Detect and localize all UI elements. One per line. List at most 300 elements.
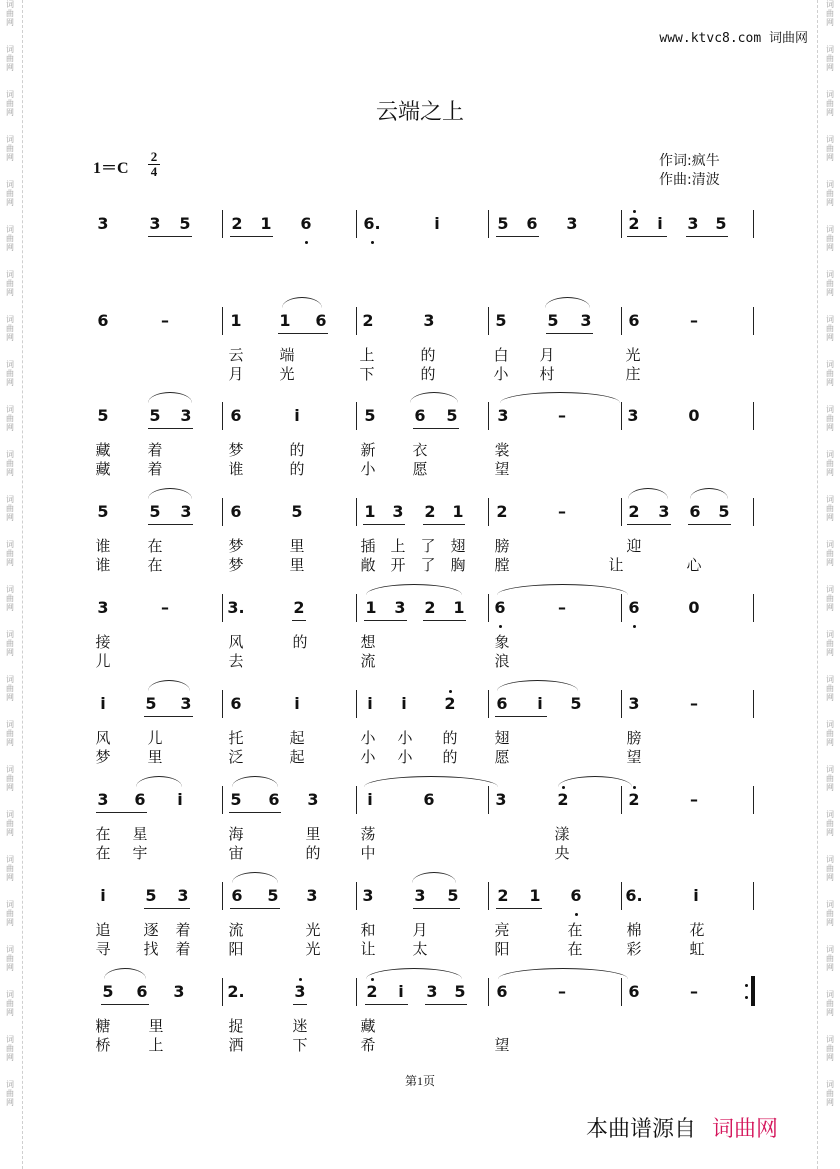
lyric-syllable: 希 <box>360 1036 376 1054</box>
note: i <box>693 886 699 905</box>
lyric-syllable: 洒 <box>228 1036 244 1054</box>
note: 3 <box>392 502 404 521</box>
lyric-syllable: 的 <box>420 346 436 364</box>
lyric-syllable: 星 <box>132 825 148 843</box>
lyric-syllable: 梦 <box>228 556 244 574</box>
rhythm-underline <box>423 620 466 621</box>
lyric-syllable: 的 <box>442 748 458 766</box>
octave-dot-low <box>575 913 578 916</box>
octave-dot-high <box>449 690 452 693</box>
rhythm-underline <box>495 716 547 717</box>
note: 3 <box>362 886 374 905</box>
lyric-syllable: 谁 <box>95 537 111 555</box>
lyric-syllable: 了 <box>420 556 436 574</box>
source-credit <box>586 1112 778 1143</box>
lyric-syllable: 翅 <box>494 729 510 747</box>
note: 1 <box>365 598 377 617</box>
lyric-syllable: 小 <box>360 729 376 747</box>
rhythm-underline <box>230 908 280 909</box>
lyric-syllable: 插 <box>360 537 376 555</box>
lyric-syllable: 托 <box>228 729 244 747</box>
score-system <box>0 879 840 975</box>
bar-line <box>753 307 754 335</box>
bar-line <box>222 978 223 1006</box>
bar-line <box>621 978 622 1006</box>
key-signature: 1＝C <box>93 160 129 177</box>
rhythm-underline <box>496 908 542 909</box>
score-system <box>0 304 840 400</box>
note: 5 <box>291 502 303 521</box>
note: 1 <box>452 502 464 521</box>
octave-dot-high <box>633 786 636 789</box>
bar-line <box>356 498 357 526</box>
lyric-syllable: 光 <box>305 921 321 939</box>
note: – <box>558 502 566 521</box>
lyric-syllable: 翅 <box>450 537 466 555</box>
note: 5 <box>149 502 161 521</box>
note: i <box>294 406 300 425</box>
note: 6 <box>230 694 242 713</box>
right-watermark-strip: 词 曲 网 词 曲 网 词 曲 网 词 曲 网 词 曲 网 词 曲 网 词 曲 网 词 曲 网 词 曲 网 词 曲 网 词 曲 网 词 曲 网 词 曲 网 词 曲 网 词 曲 网 词 曲 网 词 曲 网 词 曲 网 词 曲 网 词 曲 网 词 曲 网 词 曲 网 词 曲 网 词 曲 网 词 曲 网 <box>826 0 834 1107</box>
lyric-syllable: 流 <box>360 652 376 670</box>
rhythm-underline <box>230 236 273 237</box>
note: 1 <box>529 886 541 905</box>
rhythm-underline <box>292 620 306 621</box>
lyric-syllable: 小 <box>397 748 413 766</box>
note: 3 <box>414 886 426 905</box>
lyric-syllable: 桥 <box>95 1036 111 1054</box>
note: 2 <box>628 502 640 521</box>
lyric-syllable: 光 <box>305 940 321 958</box>
note: 2 <box>362 311 374 330</box>
lyric-syllable: 在 <box>147 537 163 555</box>
lyric-syllable: 阳 <box>494 940 510 958</box>
lyric-syllable: 上 <box>148 1036 164 1054</box>
bar-line <box>356 402 357 430</box>
note: 5 <box>495 311 507 330</box>
note: i <box>294 694 300 713</box>
note: 3 <box>495 790 507 809</box>
bar-line <box>222 882 223 910</box>
lyric-syllable: 小 <box>397 729 413 747</box>
lyric-syllable: 庄 <box>625 365 641 383</box>
note: 3 <box>149 214 161 233</box>
bar-line <box>222 594 223 622</box>
note: 5 <box>97 406 109 425</box>
lyric-syllable: 流 <box>228 921 244 939</box>
repeat-dot <box>745 984 748 987</box>
note: 2. <box>227 982 245 1001</box>
score-system <box>0 207 840 303</box>
note: 2 <box>444 694 456 713</box>
octave-dot-low <box>305 241 308 244</box>
note: 5 <box>97 502 109 521</box>
note: 6 <box>628 598 640 617</box>
bar-line <box>753 210 754 238</box>
note: 5 <box>547 311 559 330</box>
time-numerator: 2 <box>150 149 158 164</box>
note: 5 <box>718 502 730 521</box>
bar-line <box>621 210 622 238</box>
note: 6 <box>570 886 582 905</box>
bar-line <box>621 498 622 526</box>
rhythm-underline <box>148 236 192 237</box>
rhythm-underline <box>293 1004 307 1005</box>
note: 6 <box>230 406 242 425</box>
rhythm-underline <box>278 333 328 334</box>
note: i <box>398 982 404 1001</box>
lyric-syllable: 中 <box>360 844 376 862</box>
octave-dot-low <box>633 625 636 628</box>
lyric-syllable: 小 <box>493 365 509 383</box>
bar-line <box>356 786 357 814</box>
note: 3 <box>97 214 109 233</box>
lyric-syllable: 藏 <box>95 460 111 478</box>
note: 6 <box>628 311 640 330</box>
note: 6. <box>363 214 381 233</box>
note: i <box>401 694 407 713</box>
lyric-syllable: 花 <box>689 921 705 939</box>
note: 2 <box>628 214 640 233</box>
lyric-syllable: 村 <box>539 365 555 383</box>
note: 3 <box>628 694 640 713</box>
lyric-syllable: 胸 <box>450 556 466 574</box>
lyric-syllable: 在 <box>567 940 583 958</box>
note: 5 <box>715 214 727 233</box>
repeat-end-bar <box>751 976 755 1006</box>
rhythm-underline <box>425 1004 467 1005</box>
rhythm-underline <box>229 812 281 813</box>
note: 5 <box>230 790 242 809</box>
rhythm-underline <box>144 716 193 717</box>
bar-line <box>488 786 489 814</box>
lyric-syllable: 起 <box>289 729 305 747</box>
lyric-syllable: 着 <box>175 940 191 958</box>
note: 3 <box>580 311 592 330</box>
rhythm-underline <box>423 524 465 525</box>
lyric-syllable: 谁 <box>228 460 244 478</box>
score-system <box>0 975 840 1071</box>
note: 3 <box>423 311 435 330</box>
note: 6 <box>423 790 435 809</box>
page-number: 第1页 <box>404 1074 435 1088</box>
lyric-syllable: 的 <box>289 460 305 478</box>
bar-line <box>488 690 489 718</box>
lyric-syllable: 和 <box>360 921 376 939</box>
site-name[interactable]: 词曲网 <box>768 31 808 46</box>
lyric-syllable: 儿 <box>147 729 163 747</box>
lyric-syllable: 藏 <box>360 1017 376 1035</box>
note: 6 <box>494 598 506 617</box>
note: 6 <box>97 311 109 330</box>
lyric-syllable: 月 <box>412 921 428 939</box>
note: 1 <box>453 598 465 617</box>
rhythm-underline <box>96 812 147 813</box>
note: 6 <box>628 982 640 1001</box>
rhythm-underline <box>546 333 593 334</box>
time-denominator: 4 <box>148 164 160 179</box>
bar-line <box>621 307 622 335</box>
note: i <box>177 790 183 809</box>
bar-line <box>222 307 223 335</box>
lyric-syllable: 在 <box>95 844 111 862</box>
lyric-syllable: 梦 <box>228 537 244 555</box>
note: – <box>558 598 566 617</box>
rhythm-underline <box>686 236 728 237</box>
note: 2 <box>496 502 508 521</box>
note: 3 <box>173 982 185 1001</box>
note: – <box>690 311 698 330</box>
note: 3 <box>687 214 699 233</box>
lyric-syllable: 下 <box>359 365 375 383</box>
lyric-syllable: 望 <box>494 1036 510 1054</box>
lyric-syllable: 的 <box>305 844 321 862</box>
source-brand[interactable]: 词曲网 <box>712 1117 779 1142</box>
bar-line <box>488 210 489 238</box>
note: 3 <box>97 598 109 617</box>
score-system <box>0 399 840 495</box>
bar-line <box>621 690 622 718</box>
note: 2 <box>424 598 436 617</box>
lyric-syllable: 宇 <box>132 844 148 862</box>
lyric-syllable: 着 <box>147 441 163 459</box>
bar-line <box>356 307 357 335</box>
repeat-dot <box>745 996 748 999</box>
note: 3 <box>426 982 438 1001</box>
note: 5 <box>497 214 509 233</box>
rhythm-underline <box>413 428 459 429</box>
rhythm-underline <box>365 1004 408 1005</box>
lyric-syllable: 上 <box>390 537 406 555</box>
note: 6 <box>136 982 148 1001</box>
rhythm-underline <box>148 428 193 429</box>
lyric-syllable: 漾 <box>554 825 570 843</box>
rhythm-underline <box>364 620 407 621</box>
song-title: 云端之上 <box>375 100 464 125</box>
note: 6 <box>230 502 242 521</box>
bar-line <box>356 210 357 238</box>
lyric-syllable: 想 <box>360 633 376 651</box>
rhythm-underline <box>148 524 193 525</box>
bar-line <box>488 594 489 622</box>
bar-line <box>621 786 622 814</box>
lyric-syllable: 裳 <box>494 441 510 459</box>
note: i <box>537 694 543 713</box>
rhythm-underline <box>496 236 539 237</box>
note: 5 <box>447 886 459 905</box>
lyric-syllable: 迷 <box>292 1017 308 1035</box>
note: 5 <box>149 406 161 425</box>
rhythm-underline <box>413 908 460 909</box>
note: 3 <box>177 886 189 905</box>
note: 6 <box>496 694 508 713</box>
note: 2 <box>424 502 436 521</box>
lyric-syllable: 逐 <box>143 921 159 939</box>
note: 3. <box>227 598 245 617</box>
rhythm-underline <box>101 1004 149 1005</box>
lyric-syllable: 膛 <box>494 556 510 574</box>
note: – <box>690 694 698 713</box>
note: 3 <box>180 502 192 521</box>
bar-line <box>753 690 754 718</box>
lyric-syllable: 愿 <box>494 748 510 766</box>
source-label: 本曲谱源自 <box>586 1117 697 1142</box>
note: i <box>434 214 440 233</box>
note: 2 <box>293 598 305 617</box>
lyric-syllable: 在 <box>567 921 583 939</box>
lyric-syllable: 让 <box>608 556 624 574</box>
note: 5 <box>570 694 582 713</box>
note: 1 <box>279 311 291 330</box>
lyric-syllable: 海 <box>228 825 244 843</box>
lyric-syllable: 起 <box>289 748 305 766</box>
lyric-syllable: 端 <box>279 346 295 364</box>
note: i <box>367 790 373 809</box>
composer-credit: 作曲:清波 <box>659 172 720 188</box>
note: 5 <box>364 406 376 425</box>
note: 2 <box>497 886 509 905</box>
note: – <box>558 406 566 425</box>
rhythm-underline <box>627 524 671 525</box>
rhythm-underline <box>363 524 405 525</box>
note: 3 <box>180 694 192 713</box>
lyric-syllable: 下 <box>292 1036 308 1054</box>
lyric-syllable: 浪 <box>494 652 510 670</box>
lyric-syllable: 风 <box>228 633 244 651</box>
lyric-syllable: 小 <box>360 748 376 766</box>
note: 3 <box>294 982 306 1001</box>
lyric-syllable: 阳 <box>228 940 244 958</box>
note: 3 <box>497 406 509 425</box>
rhythm-underline <box>627 236 667 237</box>
bar-line <box>488 307 489 335</box>
bar-line <box>356 882 357 910</box>
note: 6 <box>268 790 280 809</box>
lyric-syllable: 亮 <box>494 921 510 939</box>
note: 3 <box>566 214 578 233</box>
lyric-syllable: 心 <box>686 556 702 574</box>
lyric-syllable: 寻 <box>95 940 111 958</box>
lyric-syllable: 月 <box>539 346 555 364</box>
lyric-syllable: 里 <box>147 748 163 766</box>
note: 2 <box>557 790 569 809</box>
rhythm-underline <box>144 908 190 909</box>
lyric-syllable: 梦 <box>95 748 111 766</box>
bar-line <box>222 210 223 238</box>
lyric-syllable: 上 <box>359 346 375 364</box>
note: 3 <box>307 790 319 809</box>
note: 5 <box>267 886 279 905</box>
lyric-syllable: 里 <box>148 1017 164 1035</box>
lyric-syllable: 膀 <box>494 537 510 555</box>
lyricist-credit: 作词:疯牛 <box>659 153 720 169</box>
lyric-syllable: 里 <box>289 556 305 574</box>
lyric-syllable: 在 <box>95 825 111 843</box>
note: 5 <box>145 694 157 713</box>
note: 6 <box>315 311 327 330</box>
lyric-syllable: 宙 <box>228 844 244 862</box>
note: 6 <box>496 982 508 1001</box>
note: 2 <box>628 790 640 809</box>
lyric-syllable: 白 <box>493 346 509 364</box>
bar-line <box>488 498 489 526</box>
bar-line <box>621 594 622 622</box>
bar-line <box>222 690 223 718</box>
note: 3 <box>180 406 192 425</box>
bar-line <box>753 786 754 814</box>
bar-line <box>222 786 223 814</box>
lyric-syllable: 藏 <box>95 441 111 459</box>
lyric-syllable: 里 <box>305 825 321 843</box>
note: 5 <box>446 406 458 425</box>
note: i <box>657 214 663 233</box>
bar-line <box>356 978 357 1006</box>
note: 6 <box>300 214 312 233</box>
lyric-syllable: 云 <box>228 346 244 364</box>
lyric-syllable: 去 <box>228 652 244 670</box>
note: 5 <box>102 982 114 1001</box>
score-system <box>0 687 840 783</box>
note: 3 <box>306 886 318 905</box>
lyric-syllable: 着 <box>175 921 191 939</box>
lyric-syllable: 的 <box>420 365 436 383</box>
site-header <box>659 27 808 46</box>
note: i <box>367 694 373 713</box>
bar-line <box>753 594 754 622</box>
lyric-syllable: 了 <box>420 537 436 555</box>
lyric-syllable: 荡 <box>360 825 376 843</box>
rhythm-underline <box>688 524 731 525</box>
lyric-syllable: 的 <box>442 729 458 747</box>
note: – <box>690 982 698 1001</box>
lyric-syllable: 让 <box>360 940 376 958</box>
lyric-syllable: 小 <box>360 460 376 478</box>
octave-dot-high <box>633 210 636 213</box>
note: 1 <box>364 502 376 521</box>
lyric-syllable: 谁 <box>95 556 111 574</box>
note: 6 <box>526 214 538 233</box>
lyric-syllable: 在 <box>147 556 163 574</box>
lyric-syllable: 追 <box>95 921 111 939</box>
note: i <box>100 886 106 905</box>
note: i <box>100 694 106 713</box>
lyric-syllable: 接 <box>95 633 111 651</box>
note: 6 <box>134 790 146 809</box>
score-system <box>0 591 840 687</box>
octave-dot-low <box>371 241 374 244</box>
note: 1 <box>230 311 242 330</box>
time-signature <box>148 150 160 179</box>
lyric-syllable: 膀 <box>626 729 642 747</box>
note: 5 <box>454 982 466 1001</box>
site-url[interactable]: www.ktvc8.com <box>659 31 762 46</box>
lyric-syllable: 梦 <box>228 441 244 459</box>
octave-dot-low <box>499 625 502 628</box>
note: 6. <box>625 886 643 905</box>
lyric-syllable: 的 <box>289 441 305 459</box>
note: 6 <box>689 502 701 521</box>
lyric-syllable: 风 <box>95 729 111 747</box>
bar-line <box>621 882 622 910</box>
score-system <box>0 783 840 879</box>
note: 0 <box>688 406 700 425</box>
bar-line <box>488 882 489 910</box>
note: 3 <box>97 790 109 809</box>
lyric-syllable: 彩 <box>626 940 642 958</box>
bar-line <box>621 402 622 430</box>
lyric-syllable: 着 <box>147 460 163 478</box>
note: 0 <box>688 598 700 617</box>
